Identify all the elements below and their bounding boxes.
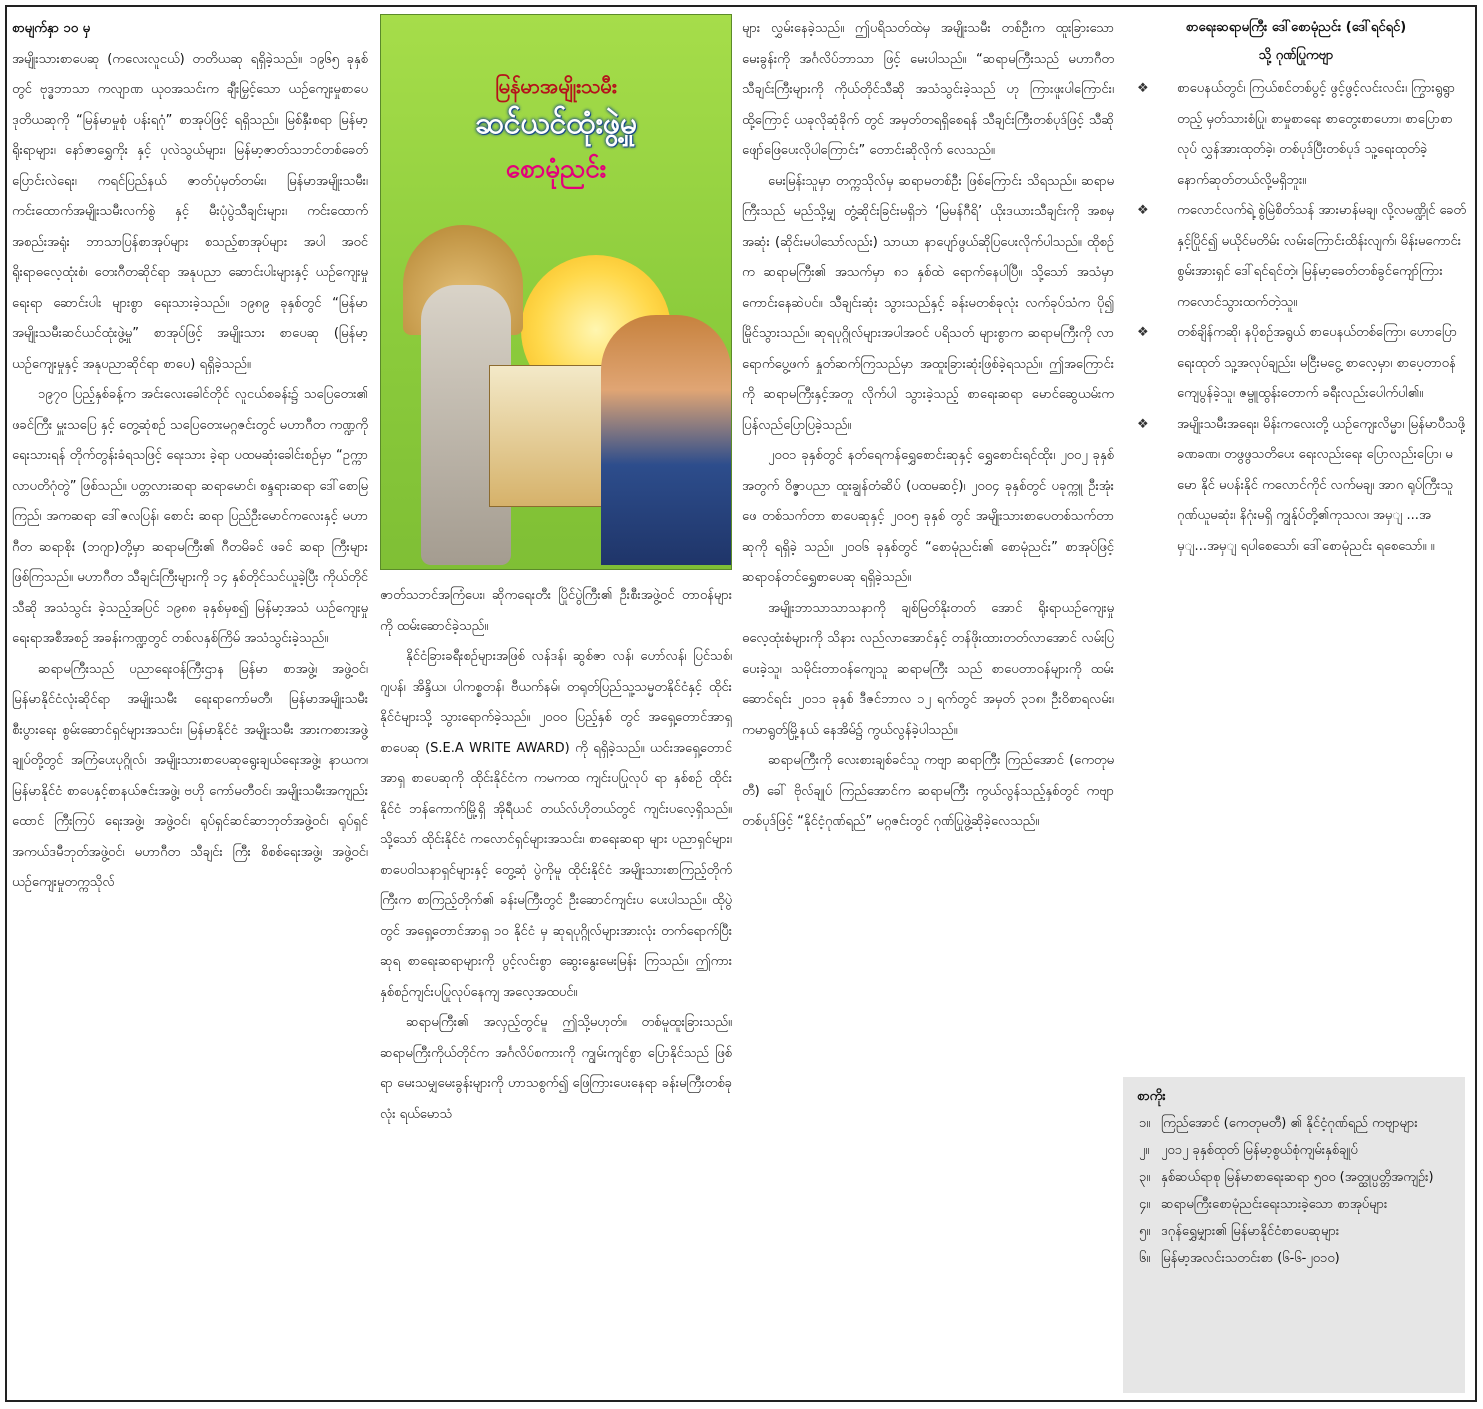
poem-stanza xyxy=(1123,318,1469,410)
poem-stanzas xyxy=(1123,74,1469,562)
reference-text: ကြည်အောင် (ကေတုမတီ) ၏ နိုင်ငံ့ဂုဏ်ရည် ကဗျာများ xyxy=(1161,1116,1418,1131)
poem-title xyxy=(1123,14,1469,70)
reference-text: မြန်မာ့အလင်းသတင်းစာ (၆-၆-၂၀၁၀) xyxy=(1161,1251,1340,1266)
poem-title-line2: သို့ ဂုဏ်ပြုကဗျာ xyxy=(1258,48,1334,63)
continued-from-label: စာမျက်နှာ ၁၀ မှ xyxy=(12,21,91,36)
reference-item xyxy=(1131,1245,1457,1272)
paragraph: ဆရာမကြီး၏ အလှည့်တွင်မူ ဤသို့မဟုတ်။ တစ်မူထူးခြားသည်။ ဆရာမကြီးကိုယ်တိုင်က အင်္ဂလိပ်စကားကို ကျွမ်းကျင်စွာ ပြောနိုင်သည် ဖြစ်ရာ မေးသမျှမေးခွန်းများကို ဟာသစွက်၍ ဖြေကြားပေးနေရာ ခန်းမကြီးတစ်ခုလုံး ရယ်မောသံ xyxy=(380,1015,732,1122)
poem-column xyxy=(1123,14,1469,1394)
reference-text: ဒဂုန်ရွှေမျှား၏ မြန်မာနိုင်ငံစာပေဆုများ xyxy=(1161,1224,1340,1239)
paragraph: အမျိုးဘာသာသာသနာကို ချစ်မြတ်နိုးတတ် အောင် ရိုးရာယဉ်ကျေးမှု ဓလေ့ထုံးစံများကို သိနား လည်လာအောင်နှင့် တန်ဖိုးထားတတ်လာအောင် လမ်းပြပေးခဲ့သူ၊ သမိုင်းတာဝန်ကျေသူ ဆရာမကြီး သည် စာပေတာဝန်များကို ထမ်းဆောင်ရင်း ၂၀၁၁ ခုနှစ် ဒီဇင်ဘာလ ၁၂ ရက်တွင် အမှတ် ၃၁၈၊ ဦးဝိစာရလမ်း၊ ကမာရွတ်မြို့နယ် နေအိမ်၌ ကွယ်လွန်ခဲ့ပါသည်။ xyxy=(742,600,1114,738)
references-list xyxy=(1131,1110,1457,1272)
reference-number: ၄။ xyxy=(1139,1197,1151,1212)
diamond-bullet-icon: ❖ xyxy=(1137,81,1149,96)
paragraph: ဇာတ်သဘင်အကြံပေး၊ ဆိုကရေးတီး ပြိုင်ပွဲကြီး၏ ဦးစီးအဖွဲ့ဝင် တာဝန်များကို ထမ်းဆောင်ခဲ့သည်။ xyxy=(380,588,732,634)
references-box xyxy=(1123,1077,1465,1393)
poem-title-line1: စာရေးဆရာမကြီး ဒေါ်စောမုံညင်း (ဒေါ်ရင်ရင်) xyxy=(1185,20,1407,35)
references-title: စာကိုး xyxy=(1137,1089,1166,1104)
reference-number: ၅။ xyxy=(1139,1224,1151,1239)
article-column-3 xyxy=(742,14,1114,1394)
paragraph: နိုင်ငံခြားခရီးစဉ်များအဖြစ် လန်ဒန်၊ ဆွစ်ဇာ လန်၊ ဟော်လန်၊ ပြင်သစ်၊ ဂျပန်၊ အိန္ဒိယ၊ ပါကစ္စတန်၊ ဗီယက်နမ်၊ တရုတ်ပြည်သူ့သမ္မတနိုင်ငံနှင့် ထိုင်း နိုင်ငံများသို့ သွားရောက်ခဲ့သည်။ ၂၀၀၀ ပြည့်နှစ် တွင် အရှေ့တောင်အာရှစာပေဆု (S.E.A WRITE AWARD) ကို ရရှိခဲ့သည်။ ယင်းအရှေ့တောင်အာရှ စာပေဆုကို ထိုင်းနိုင်ငံက ကမကထ ကျင်းပပြုလုပ် ရာ နှစ်စဉ် ထိုင်းနိုင်ငံ ဘန်ကောက်မြို့ရှိ အိုရီယင် တယ်လ်ဟိုတယ်တွင် ကျင်းပလေ့ရှိသည်။ သို့သော် ထိုင်းနိုင်ငံ ကလောင်ရှင်များအသင်း၊ စာရေးဆရာ များ ပညာရှင်များ၊ စာပေဝါသနာရှင်များနှင့် တွေ့ဆုံ ပွဲကိုမူ ထိုင်းနိုင်ငံ အမျိုးသားစာကြည့်တိုက်ကြီးက စာကြည့်တိုက်၏ ခန်းမကြီးတွင် ဦးဆောင်ကျင်းပ ပေးပါသည်။ ထိုပွဲတွင် အရှေ့တောင်အာရှ ၁၀ နိုင်ငံ မှ ဆုရပုဂ္ဂိုလ်များအားလုံး တက်ရောက်ပြီး ဆုရ စာရေးဆရာများကို ပွင့်လင်းစွာ ဆွေးနွေးမေးမြန်း ကြသည်။ ဤကား နှစ်စဉ်ကျင်းပပြုလုပ်နေကျ အလေ့အထပင်။ xyxy=(380,649,732,1000)
paragraph: မေးမြန်းသူမှာ တက္ကသိုလ်မှ ဆရာမတစ်ဦး ဖြစ်ကြောင်း သိရသည်။ ဆရာမကြီးသည် မည်သို့မျှ တွံ့ဆိုင်းခြင်းမရှိဘဲ ‘မြမန်ဂီရိ’ ယိုးဒယားသီချင်းကို အစမှအဆုံး (ဆိုင်းမပါသော်လည်း) သာယာ နာပျော်ဖွယ်ဆိုပြပေးလိုက်ပါသည်။ ထိုစဉ်က ဆရာမကြီး၏ အသက်မှာ ၈၁ နှစ်ထဲ ရောက်နေပါပြီ။ သို့သော် အသံမှာ ကောင်းနေဆဲပင်။ သီချင်းဆုံး သွားသည်နှင့် ခန်းမတစ်ခုလုံး လက်ခုပ်သံက ပို၍ မြိုင်သွားသည်။ ဆုရပုဂ္ဂိုလ်များအပါအဝင် ပရိသတ် များစွာက ဆရာမကြီးကို လာရောက်ပွေ့ဖက် နှုတ်ဆက်ကြသည်မှာ အထူးခြားဆုံးဖြစ်ခဲ့ရသည်။ ဤအကြောင်းကို ဆရာမကြီးနှင့်အတူ လိုက်ပါ သွားခဲ့သည့် စာရေးဆရာ မောင်ဆွေယမ်းက ပြန်လည်ပြောပြခဲ့သည်။ xyxy=(742,173,1114,433)
woman-portrait-illustration xyxy=(601,315,731,565)
reference-item xyxy=(1131,1110,1457,1137)
stanza-text: ကလောင်လက်ရဲ့ စွဲမြဲစိတ်သန် အားမာန်မချ၊ လို့လမဏ္ဍိုင် ခေတ်နှင့်ပြိုင်၍ မယိုင်မတိမ်း လမ်းကြောင်းထိန်းလျက်၊ မိန်းမကောင်းစွမ်းအားရှင် ဒေါ်ရင်ရင်တဲ့၊ မြန်မာ့ခေတ်တစ်ခွင်ကျော်ကြား ကလောင်သွားထက်တဲ့သူ။ xyxy=(1177,203,1467,310)
paragraph: ၁၉၇၀ ပြည့်နှစ်ခန့်က အင်းလေးခေါင်တိုင် လူငယ်စခန်း၌ သပြေတေး၏ ဖခင်ကြီး မှူးသပြေ နှင့် တွေ့ဆုံစဉ် သပြေတေးမဂ္ဂဇင်းတွင် မဟာဂီတ ကဏ္ဍကို ရေးသားရန် တိုက်တွန်းခံရသဖြင့် ရေးသား ခဲ့ရာ ပထမဆုံးခေါင်းစဉ်မှာ “ဥက္ကာလာပတိဂုံတွဲ” ဖြစ်သည်။ ပတ္တလားဆရာ ဆရာမောင်၊ စန္ဒရားဆရာ ဒေါ်စောမြကြည်၊ အကဆရာ ဒေါ်ဇလပြန်၊ စောင်း ဆရာ ပြည်ဦးမောင်ကလေးနှင့် မဟာဂီတ ဆရာစိုး (ဘဂျာ)တို့မှာ ဆရာမကြီး၏ ဂီတမိခင် ဖခင် ဆရာ ကြီးများ ဖြစ်ကြသည်။ မဟာဂီတ သီချင်းကြီးများကို ၁၄ နှစ်တိုင်သင်ယူခဲ့ပြီး ကိုယ်တိုင်သီဆို အသံသွင်း ခဲ့သည့်အပြင် ၁၉၈၈ ခုနှစ်မှစ၍ မြန်မာ့အသံ ယဉ်ကျေးမှုရေးရာအစီအစဉ် အခန်းကဏ္ဍတွင် တစ်လနှစ်ကြိမ် အသံသွင်းခဲ့သည်။ xyxy=(12,387,368,646)
paragraph: ၂၀၀၁ ခုနှစ်တွင် နတ်ရေကန်ရွှေစောင်းဆုနှင့် ရွှေစောင်းရင်ထိုး၊ ၂၀၀၂ ခုနှစ်အတွက် ဝိဇ္ဇာပညာ ထူးချွန်တံဆိပ် (ပထမဆင့်)၊ ၂၀၀၄ ခုနှစ်တွင် ပခုက္ကူ ဦးအုံးဖေ တစ်သက်တာ စာပေဆုနှင့် ၂၀၀၅ ခုနှစ် တွင် အမျိုးသားစာပေတစ်သက်တာဆုကို ရရှိခဲ့ သည်။ ၂၀၀၆ ခုနှစ်တွင် “စောမုံညင်း၏ စောမုံညင်း” စာအုပ်ဖြင့် ဆရာဝန်တင်ရွှေစာပေဆု ရရှိခဲ့သည်။ xyxy=(742,448,1114,585)
stanza-text: တစ်ချိန်ကဆို၊ နပိုစဉ်အရွယ် စာပေနယ်တစ်ကြော၊ ဟောပြောရေးထုတ် သူ့အလုပ်ချည်း၊ မငြီးမငွေ့ စာလေ့မှာ၊ စာပေ့တာဝန် ကျေပွန်ခဲ့သူ၊ ဇမ္ဗူထွန်းတောက် ခရီးလည်းပေါက်ပါ၏။ xyxy=(1177,325,1457,401)
poem-stanza xyxy=(1123,196,1469,318)
stanza-text: အမျိုးသမီးအရေး၊ မိန်းကလေးတို့ ယဉ်ကျေးလိမ္မာ၊ မြန်မာပီသဖို့ ခဏခဏ၊ တဖွဖွသတိပေး ရေးလည်းရေး ပြောလည်းပြော၊ မမော နိုင် မပန်းနိုင် ကလောင်ကိုင် လက်မချ၊ အာဂ ရုပ်ကြီးသူ ဂုဏ်ယူမဆုံး၊ နိဂုံးမရှိ ကျွန်ုပ်တို့၏ကုသလ၊ အမှျ ...အမှျ...အမှျ ရပါစေသော်၊ ဒေါ်စောမုံညင်း ရစေသော်။ ။ xyxy=(1177,416,1465,554)
reference-text: ဆရာမကြီးစောမုံညင်းရေးသားခဲ့သော စာအုပ်များ xyxy=(1161,1197,1388,1212)
paragraph xyxy=(12,14,368,45)
cover-author: စောမုံညင်း xyxy=(505,154,607,184)
reference-item xyxy=(1131,1191,1457,1218)
reference-number: ၆။ xyxy=(1139,1251,1151,1266)
paragraph: ဆရာမကြီးသည် ပညာရေးဝန်ကြီးဌာန မြန်မာ စာအဖွဲ့၊ အဖွဲ့ဝင်၊ မြန်မာနိုင်ငံလုံးဆိုင်ရာ အမျိုးသမီး ရေးရာကော်မတီ၊ မြန်မာအမျိုးသမီးစီးပွားရေး စွမ်းဆောင်ရှင်များအသင်း၊ မြန်မာနိုင်ငံ အမျိုးသမီး အားကစားအဖွဲ့ချုပ်တို့တွင် အကြံပေးပုဂ္ဂိုလ်၊ အမျိုးသားစာပေဆုရွေးချယ်ရေးအဖွဲ့၊ နာယက၊ မြန်မာနိုင်ငံ စာပေနှင့်စာနယ်ဇင်းအဖွဲ့၊ ဗဟို ကော်မတီဝင်၊ အမျိုးသမီးအကျည်းထောင် ကြီးကြပ် ရေးအဖွဲ့၊ အဖွဲ့ဝင်၊ ရုပ်ရှင်ဆင်ဆာဘုတ်အဖွဲ့ဝင်၊ ရုပ်ရှင်အကယ်ဒမီဘုတ်အဖွဲ့ဝင်၊ မဟာဂီတ သီချင်း ကြီး စိစစ်ရေးအဖွဲ့၊ အဖွဲ့ဝင်၊ ယဉ်ကျေးမှုတက္ကသိုလ် xyxy=(12,661,368,890)
reference-text: ၂၀၁၂ ခုနှစ်ထုတ် မြန်မာ့စွယ်စုံကျမ်းနှစ်ချုပ် xyxy=(1161,1143,1358,1158)
column-2-text xyxy=(380,581,732,1130)
paragraph: များ လွှမ်းနေခဲ့သည်။ ဤပရိသတ်ထဲမှ အမျိုးသမီး တစ်ဦးက ထူးခြားသောမေးခွန်းကို အင်္ဂလိပ်ဘာသာ ဖြင့် မေးပါသည်။ “ဆရာမကြီးသည် မဟာဂီတ သီချင်းကြီးများကို ကိုယ်တိုင်သီဆို အသံသွင်းခဲ့သည် ဟု ကြားဖူးပါကြောင်း၊ ထို့ကြောင့် ယခုလိုဆုံခိုက် တွင် အမှတ်တရရှိစေရန် သီချင်းကြီးတစ်ပုဒ်ဖြင့် သီဆိုဖျော်ဖြေပေးလိုပါကြောင်း” တောင်းဆိုလိုက် လေသည်။ xyxy=(742,21,1114,158)
article-column-1 xyxy=(12,14,368,1394)
reference-number: ၂။ xyxy=(1139,1143,1150,1158)
reference-text: နှစ်ဆယ်ရာစု မြန်မာစာရေးဆရာ ၅၀၀ (အတ္ထုပ္ပတ္တိအကျဉ်း) xyxy=(1161,1170,1434,1185)
paragraph: အမျိုးသားစာပေဆု (ကလေးလူငယ်) တတိယဆု ရရှိခဲ့သည်။ ၁၉၆၅ ခုနှစ်တွင် ဗုဒ္ဓဘာသာ ကလျာဏ ယုဝအသင်းက ချီးမြှင့်သော ယဉ်ကျေးမှုစာပေ ဒုတိယဆုကို “မြန်မာမှုစုံ ပန်းရဂုံ” စာအုပ်ဖြင့် ရရှိသည်။ မြစ်နှီးစရာ မြန်မာ့ရိုးရာများ၊ နော်ဇာရွှေကိုး နှင့် ပုလဲသွယ်များ၊ မြန်မာ့ဇာတ်သဘင်တစ်ခေတ် ပြောင်းလဲရေး၊ ကရင်ပြည်နယ် ဇာတ်ပုံမှတ်တမ်း၊ မြန်မာအမျိုးသမီး၊ ကင်းထောက်အမျိုးသမီးလက်စွဲ နှင့် မီးပုံပွဲသီချင်းများ၊ ကင်းထောက်အစည်းအရုံး ဘာသာပြန်စာအုပ်များ စသည့်စာအုပ်များ အပါ အဝင် ရိုးရာဓလေ့ထုံးစံ၊ တေးဂီတဆိုင်ရာ အနုပညာ ဆောင်းပါးများနှင့် ယဉ်ကျေးမှုရေးရာ ဆောင်းပါး များစွာ ရေးသားခဲ့သည်။ ၁၉၈၉ ခုနှစ်တွင် “မြန်မာ အမျိုးသမီးဆင်ယင်ထုံးဖွဲ့မှု” စာအုပ်ဖြင့် အမျိုးသား စာပေဆု (မြန်မာ့ယဉ်ကျေးမှုနှင့် အနုပညာဆိုင်ရာ စာပေ) ရရှိခဲ့သည်။ xyxy=(12,51,368,372)
cover-title-line1: မြန်မာအမျိုးသမီး xyxy=(495,74,617,98)
reference-item xyxy=(1131,1164,1457,1191)
reference-item xyxy=(1131,1137,1457,1164)
book-cover-image xyxy=(380,14,732,570)
diamond-bullet-icon: ❖ xyxy=(1137,416,1149,432)
diamond-bullet-icon: ❖ xyxy=(1137,325,1149,340)
poem-stanza xyxy=(1123,410,1469,563)
reference-number: ၃။ xyxy=(1139,1170,1151,1185)
stanza-text: စာပေနယ်တွင်၊ ကြယ်စင်တစ်ပွင့် ဖွင့်ဖွင့်လင်းလင်း၊ ကြွားရွရွာတည့် မှတ်သားစံပြု၊ စာမှုစာရေး စာတွေးစာဟော၊ စာပြောစာလုပ် လွှန်အားထုတ်ခဲ့၊ တစ်ပုဒ်ပြီးတစ်ပုဒ် သူ့ရေးထုတ်ခဲ့ နောက်ဆုတ်တယ်လို့မရှိဘူး။ xyxy=(1177,81,1455,188)
diamond-bullet-icon: ❖ xyxy=(1137,203,1149,218)
poem-stanza xyxy=(1123,74,1469,196)
reference-item xyxy=(1131,1218,1457,1245)
article-column-2 xyxy=(380,14,732,1394)
reference-number: ၁။ xyxy=(1139,1116,1151,1131)
paragraph: ဆရာမကြီးကို လေးစားချစ်ခင်သူ ကဗျာ ဆရာကြီး ကြည်အောင် (ကေတုမတီ) ခေါ် ဗိုလ်ချုပ် ကြည်အောင်က ဆရာမကြီး ကွယ်လွန်သည့်နှစ်တွင် ကဗျာတစ်ပုဒ်ဖြင့် “နိုင်ငံ့ဂုဏ်ရည်” မဂ္ဂဇင်းတွင် ဂုဏ်ပြုဖွဲ့ဆိုခဲ့လေသည်။ xyxy=(742,753,1114,829)
cover-title-line2: ဆင်ယင်ထုံးဖွဲ့မှု xyxy=(474,106,638,141)
